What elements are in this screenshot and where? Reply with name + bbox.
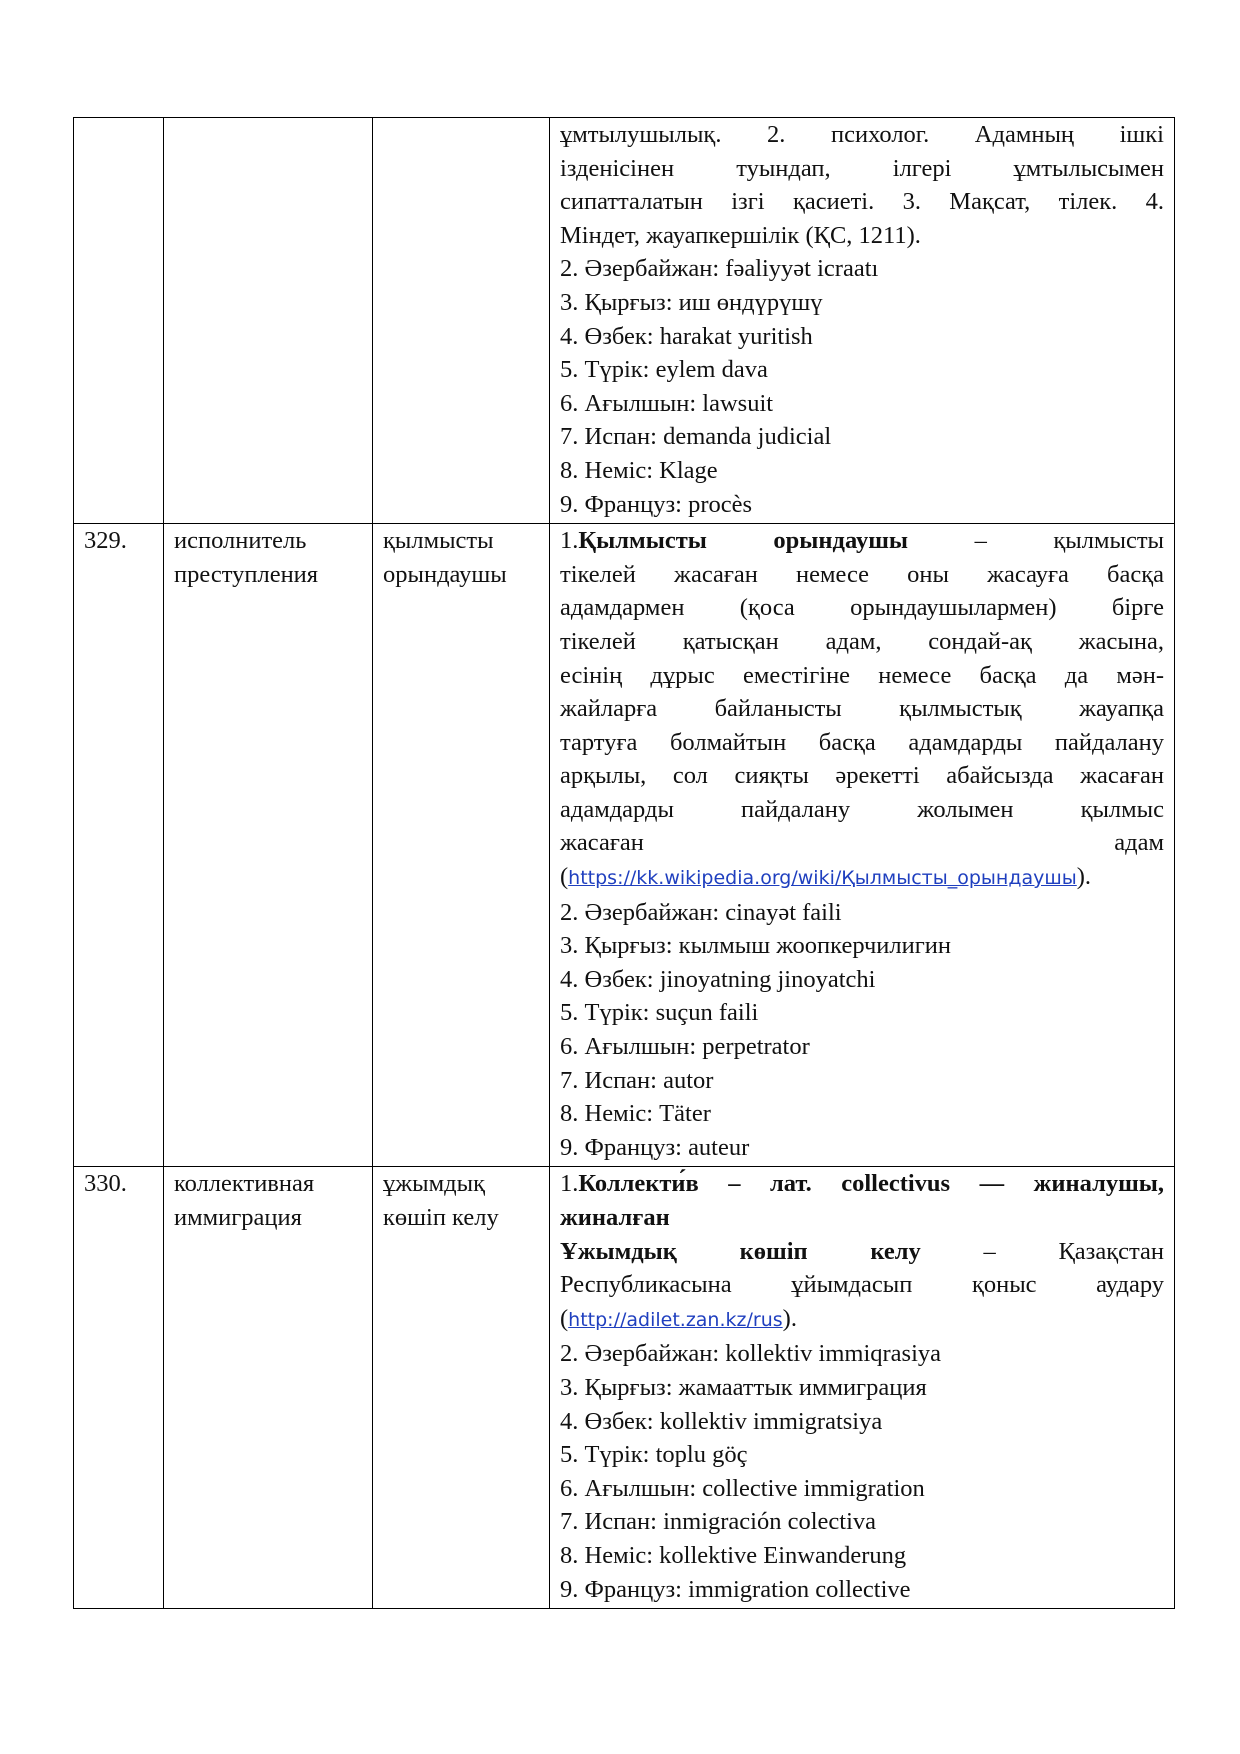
translation-line: 9. Француз: procès [560,490,753,518]
kazakh-term-cell: қылмысты орындаушы [373,524,550,1167]
translation-line: 9. Француз: immigration collective [560,1575,911,1603]
translation-line: 3. Қырғыз: кылмыш жоопкерчилигин [560,932,951,960]
definition-line: тікелей қатысқан адам, сондай-ақ жасына, [560,627,1164,655]
translation-line: 8. Неміс: kollektive Einwanderung [560,1541,907,1569]
definition-line: Міндет, жауапкершілік (ҚС, 1211). [560,221,921,249]
translation-line: 8. Неміс: Klage [560,456,718,484]
translation-line: 5. Түрік: suçun faili [560,999,759,1027]
definition-line: сипатталатын ізгі қасиеті. 3. Мақсат, тілек. 4. [560,188,1164,216]
row-number-cell [74,118,164,524]
defined-subterm: Ұжымдық көшіп келу [560,1237,921,1265]
dictionary-table [73,117,1175,1609]
table-row [74,118,1175,524]
definition-line: тартуға болмайтын басқа адамдарды пайдалану [560,728,1164,756]
definition-cell [550,1167,1175,1609]
translation-line: 7. Испан: demanda judicial [560,423,832,451]
row-number-cell: 329. [74,524,164,1167]
definition-line: 1.Қылмысты орындаушы – қылмысты [560,527,1164,555]
translation-line: 4. Өзбек: jinoyatning jinoyatchi [560,965,876,993]
definition-line: ұмтылушылық. 2. психолог. Адамның ішкі [560,121,1164,148]
definition-line: жасаған адам [560,829,1164,857]
source-line: (http://adilet.zan.kz/rus). [560,1304,797,1332]
definition-line: жиналған [560,1204,670,1231]
defined-term: Қылмысты орындаушы [578,527,909,555]
russian-term-cell: исполнитель преступления [164,524,373,1167]
table-row [74,524,1175,1167]
row-number-cell: 330. [74,1167,164,1609]
russian-term-cell [164,118,373,524]
translation-line: 7. Испан: inmigración colectiva [560,1508,877,1536]
translation-line: 2. Әзербайжан: kollektiv immiqrasiya [560,1340,941,1368]
definition-cell [550,524,1175,1167]
definition-line: жайларға байланысты қылмыстық жауапқа [560,695,1164,723]
definition-line: 1.Коллекти́в – лат. collectivus — жиналушы, [560,1170,1165,1198]
definition-line: ізденісінен туындап, ілгері ұмтылысымен [560,154,1164,182]
translation-line: 2. Әзербайжан: fəaliyyət icraatı [560,255,879,283]
translation-line: 3. Қырғыз: жамааттык иммиграция [560,1373,927,1401]
definition-line: есінің дұрыс еместігіне немесе басқа да мән- [560,661,1164,689]
russian-term-cell: коллективная иммиграция [164,1167,373,1609]
source-line: (https://kk.wikipedia.org/wiki/Қылмысты_орындаушы). [560,863,1092,891]
definition-line: Республикасына ұйымдасып қоныс аудару [560,1271,1164,1299]
translation-line: 5. Түрік: toplu göç [560,1441,748,1469]
translation-line: 9. Француз: auteur [560,1133,750,1161]
kazakh-term-cell [373,118,550,524]
translation-line: 4. Өзбек: harakat yuritish [560,322,813,350]
definition-line: адамдармен (қоса орындаушылармен) бірге [560,594,1164,622]
source-link[interactable]: http://adilet.zan.kz/rus [568,1308,783,1331]
translation-line: 8. Неміс: Täter [560,1100,711,1128]
definition-line: арқылы, сол сияқты әрекетті абайсызда жасаған [560,762,1164,790]
definition-line: тікелей жасаған немесе оны жасауға басқа [560,560,1164,588]
table-row [74,1167,1175,1609]
translation-line: 6. Ағылшын: collective immigration [560,1474,925,1502]
source-link[interactable]: https://kk.wikipedia.org/wiki/Қылмысты_орындаушы [568,867,1077,890]
definition-line: Ұжымдық көшіп келу – Қазақстан [560,1237,1164,1265]
translation-line: 7. Испан: autor [560,1066,714,1094]
translation-line: 6. Ағылшын: perpetrator [560,1033,810,1061]
defined-term: Коллекти́в [578,1170,699,1198]
translation-line: 3. Қырғыз: иш өндүрүшү [560,288,823,316]
translation-line: 4. Өзбек: kollektiv immigratsiya [560,1407,883,1435]
translation-line: 6. Ағылшын: lawsuit [560,389,774,417]
translation-line: 2. Әзербайжан: cinayət faili [560,898,842,926]
definition-line: адамдарды пайдалану жолымен қылмыс [560,795,1164,823]
translation-line: 5. Түрік: eylem dava [560,356,768,384]
kazakh-term-cell: ұжымдық көшіп келу [373,1167,550,1609]
definition-cell [550,118,1175,524]
